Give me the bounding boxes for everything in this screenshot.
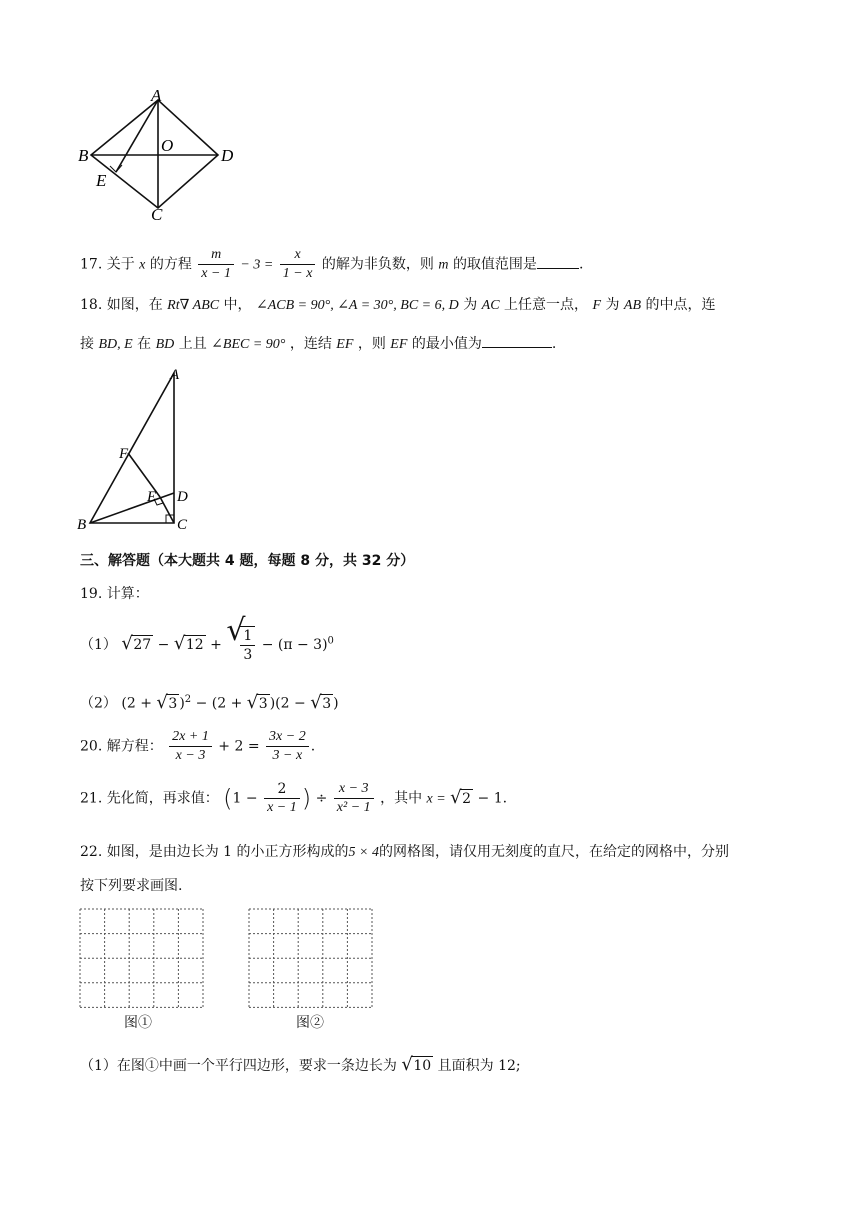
q19-part-label: （2） (80, 695, 117, 712)
label-C: C (151, 205, 163, 224)
q18-text: 上且 (178, 336, 207, 352)
question-18-line-1 (80, 295, 715, 316)
q19-part-label: （1） (80, 637, 117, 653)
q17-number: 17. (80, 256, 103, 273)
q22-text: （1）在图①中画一个平行四边形，要求一条边长为 (80, 1058, 397, 1074)
sqrt-10: √ 10 (401, 1054, 432, 1075)
q18-text: ，连结 (289, 336, 332, 352)
q18-text: ，则 (357, 336, 386, 352)
q20-op: + 2 = (218, 738, 260, 755)
q19-number: 19. (80, 586, 103, 602)
q17-var-m: m (438, 257, 449, 273)
q18-text: 在 (137, 336, 152, 352)
q19-exponent: 0 (327, 635, 334, 647)
q22-text: 的网格图，请仅用无刻度的直尺，在给定的网格中，分别 (378, 844, 729, 860)
q17-text: 的解为非负数，则 (321, 256, 434, 273)
label-C: C (177, 517, 188, 533)
q17-fraction-2: $\frac{x}{1 - x}$ (280, 246, 316, 283)
grid-figure-1 (79, 908, 205, 1008)
q18-text: 的中点，连 (645, 297, 716, 313)
sqrt-2: √ 2 (450, 786, 472, 808)
q18-conditions: ∠ACB = 90°, ∠A = 30°, BC = 6, D (255, 298, 459, 313)
q21-number: 21. (80, 790, 103, 807)
q17-text: 关于 (106, 256, 135, 273)
question-21 (80, 780, 507, 817)
q21-paren: ( (223, 784, 233, 813)
q18-bd: BD (155, 337, 175, 352)
sqrt-one-third: √ $\frac{1}{3}$ (226, 626, 257, 664)
q18-end: . (551, 336, 557, 352)
q18-bec: ∠BEC = 90° (211, 337, 286, 352)
q18-text: 的最小值为 (411, 336, 482, 352)
q17-eq: − 3 = (240, 257, 274, 273)
q18-ac: AC (481, 298, 500, 313)
q22-number: 22. (80, 844, 103, 860)
rhombus-figure (78, 88, 248, 228)
q18-ef: EF (390, 337, 408, 352)
q22-grid-size: 5 × 4 (348, 845, 379, 860)
label-O: O (161, 136, 174, 155)
question-19 (80, 584, 149, 604)
question-19-part-2 (80, 690, 339, 714)
q19-op: + (210, 637, 222, 653)
q21-fraction-1: $\frac{2}{x - 1}$ (264, 780, 300, 817)
label-D: D (221, 146, 234, 165)
label-D: D (177, 489, 188, 505)
q20-end: . (310, 738, 316, 755)
grid-figure-2 (248, 908, 374, 1008)
q21-prompt: 先化简，再求值： (106, 790, 219, 807)
grid-caption-1: 图① (124, 1015, 152, 1031)
sqrt-3: √ 3 (246, 691, 268, 713)
label-B: B (78, 146, 89, 165)
q18-triangle: Rt∇ ABC (167, 298, 220, 313)
sqrt-27: √ 27 (121, 633, 152, 654)
q22-text: 如图，是由边长为 1 的小正方形构成的 (106, 844, 349, 860)
q17-fraction-1: $\frac{m}{x - 1}$ (198, 246, 234, 283)
q18-text: 上任意一点， (503, 297, 588, 313)
q19-exponent: 2 (184, 694, 192, 705)
q21-x-eq: x = (426, 791, 446, 807)
answer-blank[interactable] (482, 347, 552, 348)
q19-tail: − (π − 3) (261, 637, 328, 653)
triangle-figure (74, 365, 204, 535)
q18-text: 为 (463, 297, 478, 313)
q21-end: . (502, 790, 508, 807)
grid-caption-2: 图② (296, 1015, 324, 1031)
label-A: A (170, 367, 180, 383)
label-F: F (119, 446, 129, 462)
q19-expr: ) (333, 695, 339, 712)
q19-prompt: 计算： (106, 586, 149, 602)
q20-fraction-1: $\frac{2x + 1}{x - 3}$ (169, 728, 212, 765)
label-B: B (77, 517, 87, 533)
q18-f: F (592, 298, 601, 313)
q17-var-x: x (139, 257, 146, 273)
q19-op: − (157, 637, 170, 653)
q18-bde: BD, E (98, 337, 133, 352)
q20-fraction-2: $\frac{3x - 2}{3 - x}$ (266, 728, 309, 765)
label-E: E (147, 489, 157, 505)
q18-text: 如图，在 (106, 297, 163, 313)
label-E: E (96, 171, 107, 190)
sqrt-3: √ 3 (156, 691, 178, 713)
q18-ab: AB (623, 298, 642, 313)
q17-end: . (578, 256, 584, 273)
q21-text: ，其中 (380, 790, 423, 807)
q18-text: 接 (80, 336, 94, 352)
question-22-line-1 (80, 842, 729, 863)
q17-text: 的方程 (149, 256, 192, 273)
q21-paren: ) (301, 784, 312, 813)
q19-expr: )(2 − (269, 695, 306, 712)
section-3-title: 三、解答题（本大题共 4 题，每题 8 分，共 32 分） (80, 553, 415, 569)
q21-expr: − 1 (477, 790, 503, 807)
q17-text: 的取值范围是 (452, 256, 537, 273)
q18-text: 中， (223, 297, 252, 313)
question-17 (80, 246, 583, 283)
q21-op: ÷ (315, 790, 328, 807)
sqrt-12: √ 12 (173, 633, 204, 654)
answer-blank[interactable] (537, 268, 579, 269)
q18-ef: EF (336, 337, 354, 352)
q19-expr: ) (179, 695, 185, 712)
question-19-part-1 (80, 613, 334, 664)
q20-prompt: 解方程： (106, 738, 163, 755)
question-20 (80, 728, 315, 765)
q18-text: 为 (605, 297, 620, 313)
q21-fraction-2: $\frac{x - 3}{\text{x² − 1}}$ (334, 780, 374, 817)
q18-number: 18. (80, 297, 103, 313)
question-18-line-2 (80, 334, 556, 355)
q22-text: 且面积为 12; (437, 1058, 521, 1074)
question-22-part-1 (80, 1056, 521, 1076)
q21-expr: 1 − (232, 790, 258, 807)
sqrt-3: √ 3 (310, 691, 332, 713)
question-22-line-2: 按下列要求画图. (80, 878, 183, 894)
q20-number: 20. (80, 738, 103, 755)
label-A: A (151, 88, 162, 105)
q19-expr: − (2 + (195, 695, 243, 712)
q19-expr: (2 + (121, 695, 152, 712)
